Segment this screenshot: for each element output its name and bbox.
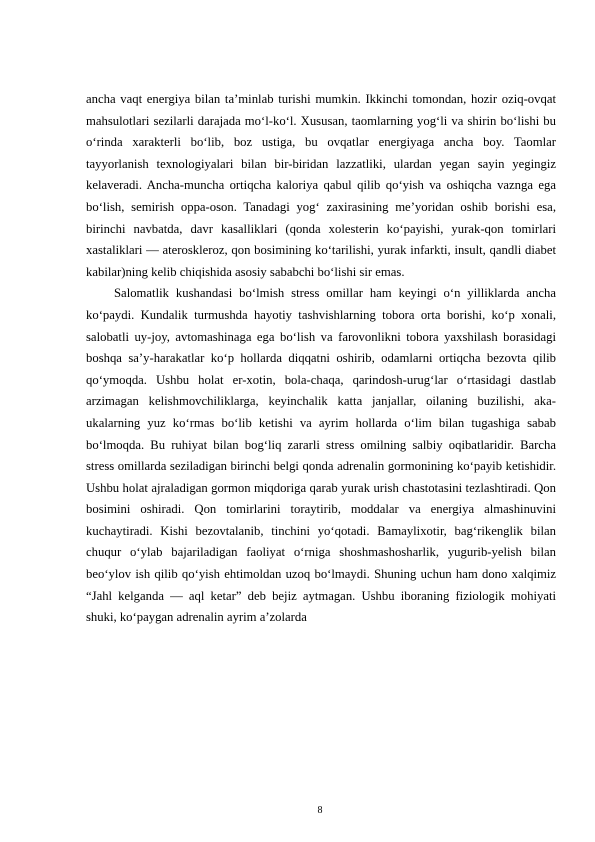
paragraph-2: Salomatlik kushandasi boʻlmish stress omillar ham keyingi oʻn yilliklarda ancha koʻpaydi. Kundalik turmushda hayotiy tashvishlarning tobora orta borishi, koʻp xonali, salobatli uy-joy, avtomashinaga ega boʻlish va farovonlikni tobora yaxshilash borasidagi boshqa saʼy-harakatlar koʻp hollarda diqqatni oshirib, odamlarni ortiqcha bezovta qilib qoʻymoqda. Ushbu holat er-xotin, bola-chaqa, qarindosh-urugʻlar oʻrtasidagi dastlab arzimagan kelishmovchiliklarga, keyinchalik katta janjallar, oilaning buzilishi, aka-ukalarning yuz koʻrmas boʻlib ketishi va ayrim hollarda oʻlim bilan tugashiga sabab boʻlmoqda. Bu ruhiyat bilan bogʻliq zararli stress omilning salbiy oqibatlaridir. Barcha stress omillarda seziladigan birinchi belgi qonda adrenalin gormonining koʻpayib ketishidir. Ushbu holat ajraladigan gormon miqdoriga qarab yurak urish chastotasini tezlashtiradi. Qon bosimini oshiradi. Qon tomirlarini toraytirib, moddalar va energiya almashinuvini kuchaytiradi. Kishi bezovtalanib, tinchini yoʻqotadi. Bamaylixotir, bagʻrikenglik bilan chuqur oʻylab bajariladigan faoliyat oʻrniga shoshmashosharlik, yugurib-yelish bilan beoʻylov ish qilib qoʻyish ehtimoldan uzoq boʻlmaydi. Shuning uchun ham dono xalqimiz “Jahl kelganda — aql ketar” deb bejiz aytmagan. Ushbu iboraning fiziologik mohiyati shuki, koʻpaygan adrenalin ayrim aʼzolarda — [86, 286, 556, 625]
paragraph-1: ancha vaqt energiya bilan taʼminlab turishi mumkin. Ikkinchi tomondan, hozir oziq-ovqat mahsulotlari sezilarli darajada moʻl-koʻl. Xususan, taomlarning yogʻli va shirin boʻlishi bu oʻrinda xarakterli boʻlib, boz ustiga, bu ovqatlar energiyaga ancha boy. Taomlar tayyorlanish texnologiyalari bilan bir-biridan lazzatliki, ulardan yegan sayin yegingiz kelaveradi. Ancha-muncha ortiqcha kaloriya qabul qilib qoʻyish va oshiqcha vaznga ega boʻlish, semirish oppa-oson. Tanadagi yogʻ zaxirasining meʼyoridan oshib borishi esa, birinchi navbatda, davr kasalliklari (qonda xolesterin koʻpayishi, yurak-qon tomirlari xastaliklari — ateroskleroz, qon bosimining koʻtarilishi, yurak infarkti, insult, qandli diabet kabilar)ning kelib chiqishida asosiy sababchi boʻlishi sir emas. — [86, 92, 556, 279]
body-text — [86, 89, 556, 629]
page-number: 8 — [317, 805, 323, 816]
